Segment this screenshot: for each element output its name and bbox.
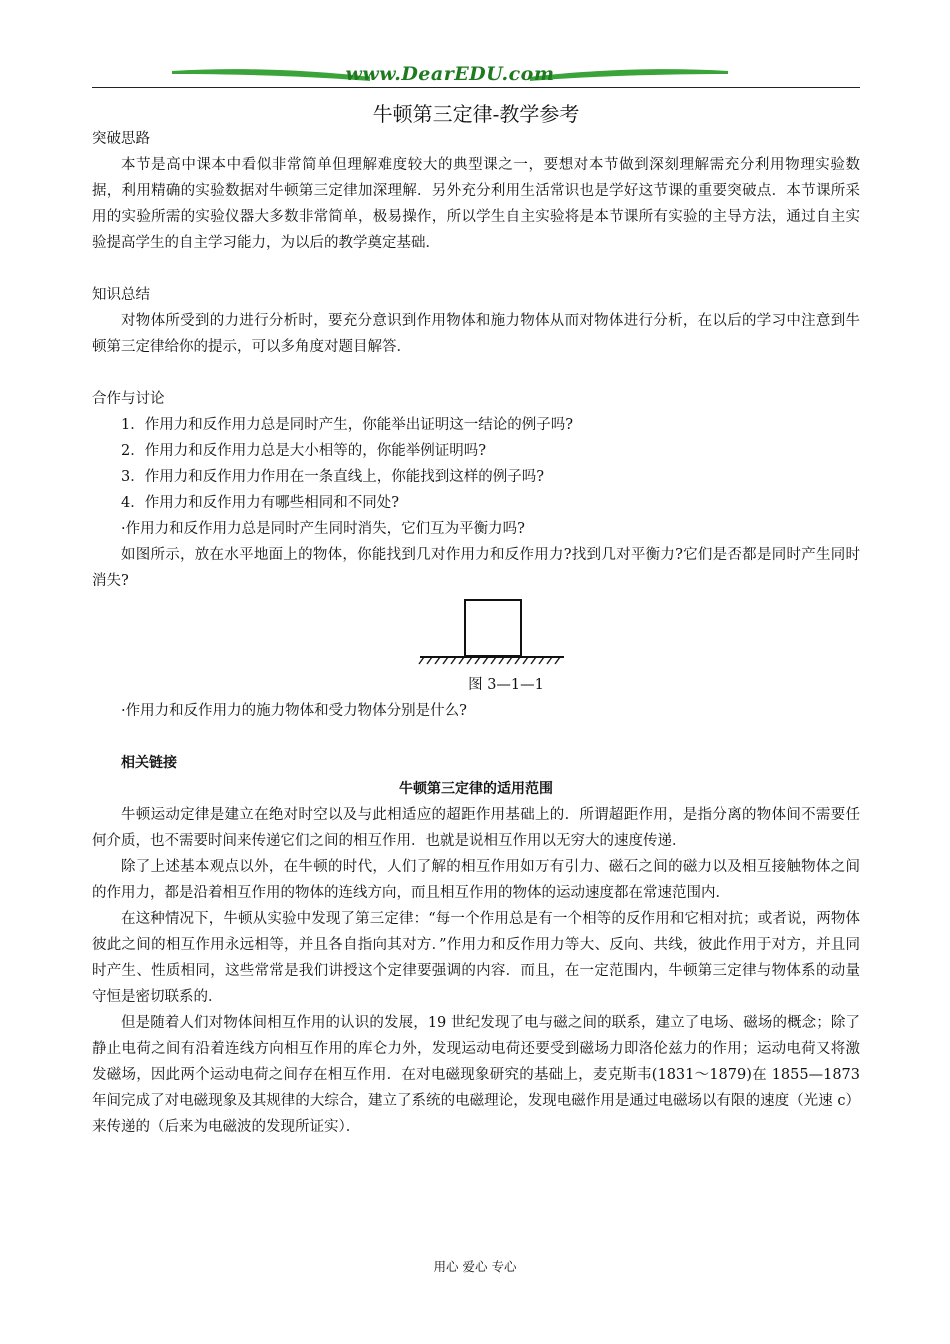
section-breakthrough	[92, 126, 860, 256]
list-item: ·作用力和反作用力的施力物体和受力物体分别是什么?	[121, 703, 467, 719]
header-banner	[170, 62, 730, 88]
section-knowledge-summary	[92, 282, 860, 360]
section-discussion-last	[92, 698, 860, 724]
list-item: 1．作用力和反作用力总是同时产生，你能举出证明这一结论的例子吗?	[121, 417, 573, 433]
ground-hatching	[419, 657, 560, 664]
list-item: 4．作用力和反作用力有哪些相同和不同处?	[121, 495, 399, 511]
paragraph: 但是随着人们对物体间相互作用的认识的发展，19 世纪发现了电与磁之间的联系，建立了电场、磁场的概念；除了静止电荷之间有沿着连线方向相互作用的库仑力外，发现运动电荷还要受到磁场力即洛伦兹力的作用；运动电荷又将激发磁场，因此两个运动电荷之间存在相互作用．在对电磁现象研究的基础上，麦克斯韦(1831～1879)在 1855—1873 年间完成了对电磁现象及其规律的大综合，建立了系统的电磁理论，发现电磁作用是通过电磁场以有限的速度（光速 c）来传递的（后来为电磁波的发现所证实）．	[92, 1015, 860, 1135]
box-on-ground-figure	[418, 596, 568, 668]
figure-caption: 图 3—1—1	[468, 677, 544, 693]
section-discussion	[92, 386, 860, 594]
section-heading: 合作与讨论	[92, 391, 165, 407]
header-rule	[92, 87, 860, 88]
list-item: ·作用力和反作用力总是同时产生同时消失，它们互为平衡力吗?	[121, 521, 525, 537]
paragraph: 牛顿运动定律是建立在绝对时空以及与此相适应的超距作用基础上的．所谓超距作用，是指分离的物体间不需要任何介质，也不需要时间来传递它们之间的相互作用．也就是说相互作用以无穷大的速度传递．	[92, 807, 860, 849]
list-item: 2．作用力和反作用力总是大小相等的，你能举例证明吗?	[121, 443, 486, 459]
paragraph: 如图所示，放在水平地面上的物体，你能找到几对作用力和反作用力?找到几对平衡力?它们是否都是同时产生同时消失?	[92, 547, 860, 589]
section-heading: 突破思路	[92, 131, 150, 147]
section-related-links	[92, 750, 860, 1140]
subsection-heading: 牛顿第三定律的适用范围	[399, 781, 553, 797]
section-heading: 相关链接	[121, 755, 177, 771]
page-title: 牛顿第三定律-教学参考	[372, 102, 580, 126]
site-logo: www.DearEDU.com	[345, 63, 555, 85]
paragraph: 在这种情况下，牛顿从实验中发现了第三定律：“每一个作用总是有一个相等的反作用和它相对抗；或者说，两物体彼此之间的相互作用永远相等，并且各自指向其对方．”作用力和反作用力等大、反向、共线，彼此作用于对方，并且同时产生、性质相同，这些常常是我们讲授这个定律要强调的内容．而且，在一定范围内，牛顿第三定律与物体系的动量守恒是密切联系的．	[92, 911, 860, 1005]
block-shape	[465, 600, 521, 656]
list-item: 3．作用力和反作用力作用在一条直线上，你能找到这样的例子吗?	[121, 469, 544, 485]
paragraph: 对物体所受到的力进行分析时，要充分意识到作用物体和施力物体从而对物体进行分析，在以后的学习中注意到牛顿第三定律给你的提示，可以多角度对题目解答．	[92, 313, 860, 355]
page-footer: 用心 爱心 专心	[433, 1259, 517, 1274]
section-heading: 知识总结	[92, 287, 150, 303]
paragraph: 除了上述基本观点以外，在牛顿的时代，人们了解的相互作用如万有引力、磁石之间的磁力以及相互接触物体之间的作用力，都是沿着相互作用的物体的连线方向，而且相互作用的物体的运动速度都在常速范围内．	[92, 859, 860, 901]
paragraph: 本节是高中课本中看似非常简单但理解难度较大的典型课之一，要想对本节做到深刻理解需充分利用物理实验数据，利用精确的实验数据对牛顿第三定律加深理解．另外充分利用生活常识也是学好这节课的重要突破点．本节课所采用的实验所需的实验仪器大多数非常简单，极易操作，所以学生自主实验将是本节课所有实验的主导方法，通过自主实验提高学生的自主学习能力，为以后的教学奠定基础．	[92, 157, 860, 251]
